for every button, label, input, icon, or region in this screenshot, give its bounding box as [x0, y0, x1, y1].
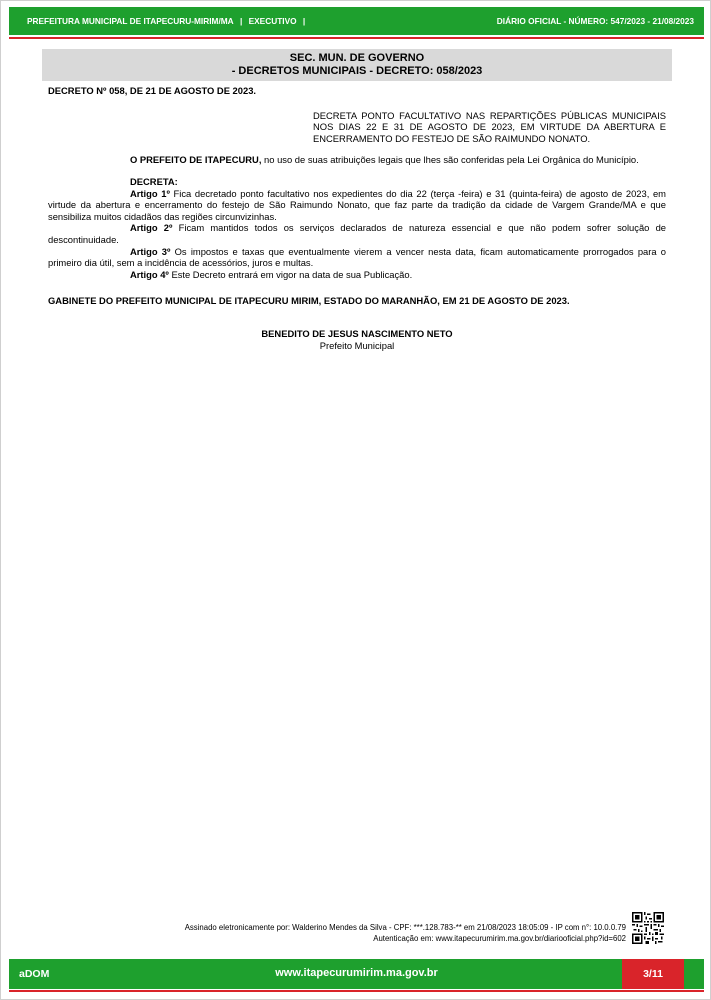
preamble-bold: O PREFEITO DE ITAPECURU, — [130, 154, 262, 166]
article-label: Artigo 1º — [130, 187, 170, 199]
decree-content — [48, 85, 666, 351]
article-3 — [48, 246, 666, 269]
decreta-heading: DECRETA: — [130, 175, 178, 187]
gabinete-closing: GABINETE DO PREFEITO MUNICIPAL DE ITAPECURU MIRIM, ESTADO DO MARANHÃO, EM 21 DE AGOSTO DE 2023. — [48, 295, 570, 307]
header-separator: | — [239, 16, 243, 26]
footer-red-line — [9, 990, 704, 992]
section-subtitle: - DECRETOS MUNICIPAIS - DECRETO: 058/2023 — [231, 65, 483, 77]
page-number-badge: 3/11 — [622, 959, 684, 989]
article-label: Artigo 4º — [130, 268, 169, 280]
footer-brand: aDOM — [19, 968, 50, 980]
signature-block — [48, 328, 666, 351]
article-2 — [48, 222, 666, 245]
article-4 — [48, 269, 666, 281]
qr-code-icon — [632, 912, 664, 944]
article-1 — [48, 188, 666, 223]
header-red-line — [9, 37, 704, 39]
header-left — [27, 16, 309, 26]
preamble-text: no uso de suas atribuições legais que lhes são conferidas pela Lei Orgânica do Município. — [261, 154, 639, 166]
article-text: Ficam mantidos todos os serviços declarados de natureza essencial e que não podem sofrer solução de descontinuidade. — [48, 222, 666, 245]
top-header-bar — [9, 7, 704, 35]
signature-line: Assinado eletronicamente por: Walderino Mendes da Silva - CPF: ***.128.783-** em 21/08/2023 18:05:09 - IP com n°: 10.0.0.79 — [184, 923, 626, 932]
header-branch: EXECUTIVO — [248, 16, 297, 26]
section-header — [42, 49, 672, 81]
header-org: PREFEITURA MUNICIPAL DE ITAPECURU-MIRIM/MA — [27, 16, 234, 26]
signer-name: BENEDITO DE JESUS NASCIMENTO NETO — [261, 327, 453, 339]
authentication-link[interactable]: Autenticação em: www.itapecurumirim.ma.gov.br/diariooficial.php?id=602 — [373, 934, 626, 943]
section-title: SEC. MUN. DE GOVERNO — [289, 52, 425, 64]
header-separator: | — [302, 16, 306, 26]
decree-title: DECRETO Nº 058, DE 21 DE AGOSTO DE 2023. — [48, 85, 257, 96]
decree-ementa: DECRETA PONTO FACULTATIVO NAS REPARTIÇÕES PÚBLICAS MUNICIPAIS NOS DIAS 22 E 31 DE AGOSTO DE 2023, EM VIRTUDE DA ABERTURA E ENCERRAMENTO DO FESTEJO DE SÃO RAIMUNDO NONATO. — [313, 109, 666, 144]
header-edition: DIÁRIO OFICIAL - NÚMERO: 547/2023 - 21/08/2023 — [496, 16, 694, 26]
electronic-signature-info — [185, 922, 626, 944]
article-text: Os impostos e taxas que eventualmente vierem a vencer nesta data, ficam automaticamente prorrogados para o primeiro dia útil, sem a incidência de acessórios, juros e multas. — [48, 245, 666, 269]
article-label: Artigo 2º — [130, 222, 173, 234]
footer-site-link[interactable]: www.itapecurumirim.ma.gov.br — [275, 967, 438, 979]
article-text: Fica decretado ponto facultativo nos expedientes do dia 22 (terça -feira) e 31 (quinta-feira) de agosto de 2023, em virtude da abertura e encerramento do festejo de São Raimundo Nonato, que faz parte da tradição da cidade de Vargem Grande/MA e que sensibiliza muitos cidadãos das regiões circunvizinhas. — [48, 187, 666, 222]
decree-preamble — [48, 154, 666, 166]
article-label: Artigo 3º — [130, 245, 171, 257]
bottom-footer-bar — [9, 959, 704, 989]
article-text: Este Decreto entrará em vigor na data de sua Publicação. — [168, 268, 413, 280]
signer-role: Prefeito Municipal — [319, 339, 395, 351]
